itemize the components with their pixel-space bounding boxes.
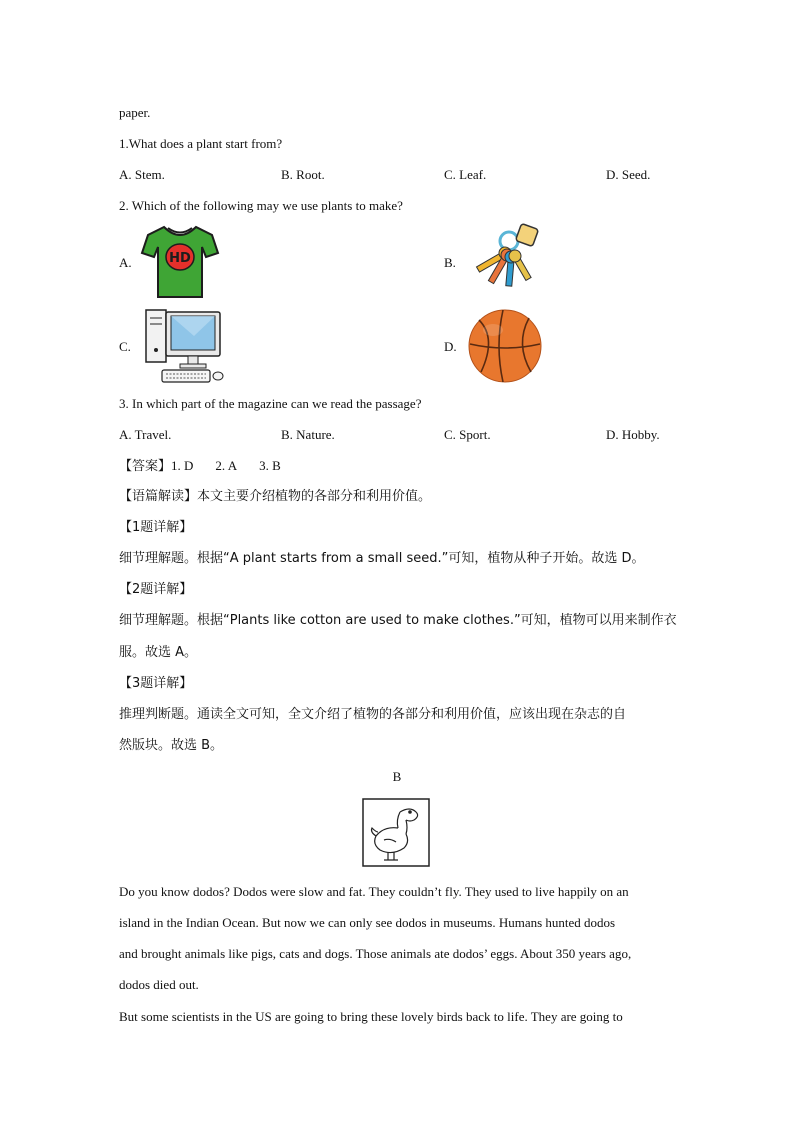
computer-icon bbox=[142, 306, 228, 386]
q2-option-a-label: A. bbox=[119, 255, 132, 270]
q3-option-b: B. Nature. bbox=[281, 427, 335, 442]
answer-3: 3. B bbox=[259, 458, 281, 473]
q3-option-a: A. Travel. bbox=[119, 427, 172, 442]
q2-option-c-label: C. bbox=[119, 339, 131, 354]
question-1: 1.What does a plant start from? bbox=[119, 136, 283, 151]
section-b-line-3: and brought animals like pigs, cats and dogs. Those animals ate dodos’ eggs. About 350 years ago, bbox=[119, 946, 632, 961]
detail-3-heading: 【3题详解】 bbox=[119, 676, 193, 691]
answer-label: 【答案】 bbox=[119, 459, 172, 474]
dodo-bird-icon bbox=[362, 798, 430, 867]
detail-1-heading: 【1题详解】 bbox=[119, 520, 193, 535]
q2-option-d-label: D. bbox=[444, 339, 457, 354]
q3-option-c: C. Sport. bbox=[444, 427, 491, 442]
detail-2-heading: 【2题详解】 bbox=[119, 582, 193, 597]
shirt-logo-text: HD bbox=[169, 251, 191, 266]
q2-option-b-label: B. bbox=[444, 255, 456, 270]
t-shirt-icon bbox=[140, 223, 220, 301]
keys-icon bbox=[462, 223, 544, 301]
q1-option-d: D. Seed. bbox=[606, 167, 651, 182]
passage-analysis: 【语篇解读】本文主要介绍植物的各部分和利用价值。 bbox=[119, 489, 432, 504]
continued-text: paper. bbox=[119, 105, 151, 120]
section-b-letter: B bbox=[392, 769, 402, 784]
section-b-line-1: Do you know dodos? Dodos were slow and fat. They couldn’t fly. They used to live happily on an bbox=[119, 884, 629, 899]
basketball-icon bbox=[467, 308, 543, 384]
question-3: 3. In which part of the magazine can we read the passage? bbox=[119, 396, 422, 411]
q1-option-b: B. Root. bbox=[281, 167, 325, 182]
answer-2: 2. A bbox=[215, 458, 238, 473]
detail-2-text: 细节理解题。根据“Plants like cotton are used to make clothes.”可知，植物可以用来制作衣 bbox=[119, 613, 677, 628]
detail-1-text: 细节理解题。根据“A plant starts from a small seed.”可知，植物从种子开始。故选 D。 bbox=[119, 551, 645, 566]
q1-option-a: A. Stem. bbox=[119, 167, 165, 182]
section-b-line-5: But some scientists in the US are going to bring these lovely birds back to life. They are going to bbox=[119, 1009, 623, 1024]
detail-3-text: 推理判断题。通读全文可知，全文介绍了植物的各部分和利用价值，应该出现在杂志的自 bbox=[119, 707, 627, 722]
section-b-line-2: island in the Indian Ocean. But now we can only see dodos in museums. Humans hunted dodos bbox=[119, 915, 616, 930]
question-2: 2. Which of the following may we use plants to make? bbox=[119, 198, 403, 213]
section-b-line-4: dodos died out. bbox=[119, 977, 199, 992]
answer-1: 1. D bbox=[171, 458, 194, 473]
q1-option-c: C. Leaf. bbox=[444, 167, 487, 182]
detail-3-text-cont: 然版块。故选 B。 bbox=[119, 738, 224, 753]
q3-option-d: D. Hobby. bbox=[606, 427, 660, 442]
detail-2-text-cont: 服。故选 A。 bbox=[119, 645, 198, 660]
answer-line bbox=[119, 457, 281, 476]
